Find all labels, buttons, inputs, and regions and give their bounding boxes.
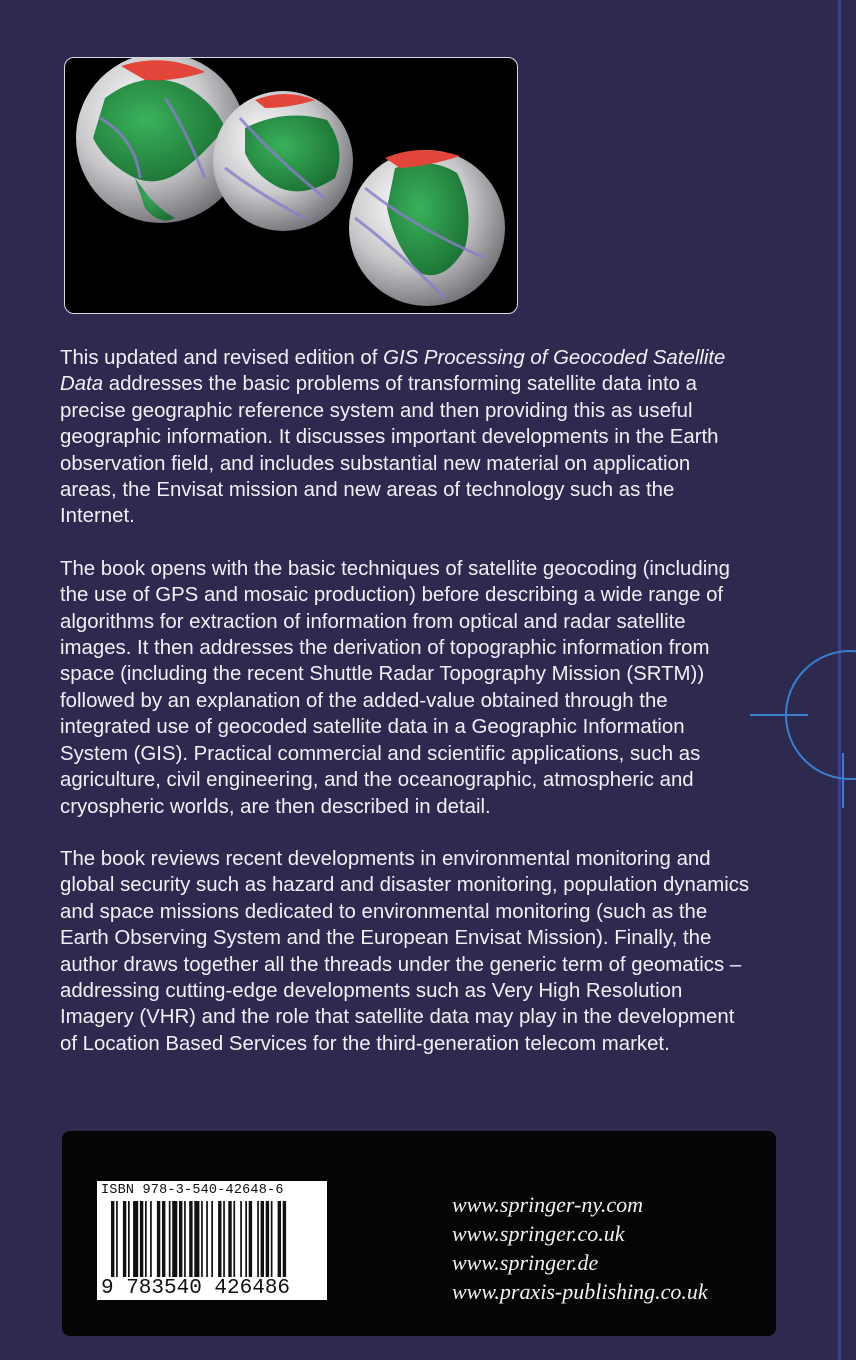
barcode-bar [211, 1201, 213, 1281]
three-globes-illustration [65, 58, 517, 313]
url-praxis[interactable]: www.praxis-publishing.co.uk [452, 1279, 708, 1304]
url-springer-ny[interactable]: www.springer-ny.com [452, 1192, 644, 1217]
barcode-bar [179, 1201, 182, 1281]
barcode-bar [145, 1201, 147, 1281]
barcode-bar [111, 1201, 114, 1281]
cover-globe-image [64, 57, 518, 314]
ean-digits: 9 783540 426486 [101, 1277, 291, 1300]
barcode-bar [278, 1201, 281, 1281]
url-springer-uk[interactable]: www.springer.co.uk [452, 1221, 625, 1246]
barcode-bar [283, 1201, 286, 1281]
barcode-bar [133, 1201, 138, 1281]
barcode-bar [189, 1201, 192, 1281]
description-paragraph-3: The book reviews recent developments in environmental monitoring and global security such as hazard and disaster monitoring, population dynamics and space missions dedicated to environmental monitoring (such as the Earth Observing System and the European Envisat Mission). Finally, the author draws together all the threads under the generic term of geomatics – addressing cutting-edge developments such as Very High Resolution Imagery (VHR) and the role that satellite data may play in the development of Location Based Services for the third-generation telecom market. [60, 847, 750, 1055]
barcode-bar [172, 1201, 177, 1281]
barcode-bar [140, 1201, 143, 1281]
barcode-bar [223, 1201, 225, 1281]
barcode-bar [194, 1201, 199, 1281]
barcode-bar [233, 1201, 235, 1281]
barcode-bar [257, 1201, 259, 1281]
globe-right [349, 150, 505, 306]
isbn-barcode [97, 1181, 327, 1300]
barcode-bar [218, 1201, 221, 1281]
barcode-bar [128, 1201, 130, 1281]
description-paragraph-1: This updated and revised edition of GIS Processing of Geocoded Satellite Data addresses the basic problems of transforming satellite data into a precise geographic reference system and then providing this as useful geographic information. It discusses important developments in the Earth observation field, and includes substantial new material on application areas, the Envisat mission and new areas of technology such as the Internet. [60, 347, 726, 528]
barcode-bar [261, 1201, 264, 1281]
barcode-bar [123, 1201, 126, 1281]
barcode-bar [266, 1201, 269, 1281]
barcode-bar [240, 1201, 242, 1281]
publisher-urls [452, 1190, 708, 1306]
barcode-bar [228, 1201, 231, 1281]
book-title: GIS Processing of Geocoded Satellite Data [60, 347, 726, 396]
barcode-bar [162, 1201, 165, 1281]
description-paragraph-2: The book opens with the basic techniques of satellite geocoding (including the use of GPS and mosaic production) before describing a wide range of algorithms for extraction of information from optical and radar satellite images. It then addresses the derivation of topographic information from space (including the recent Shuttle Radar Topography Mission (SRTM)) followed by an explanation of the added-value obtained through the integrated use of geocoded satellite data in a Geographic Information System (GIS). Practical commercial and scientific applications, such as agriculture, civil engineering, and the oceanographic, atmospheric and cryospheric worlds, are then described in detail. [60, 557, 730, 818]
barcode-bar [169, 1201, 171, 1281]
barcode-bar [201, 1201, 203, 1281]
description-text [60, 345, 750, 1083]
barcode-bar [116, 1201, 118, 1281]
barcode-bar [271, 1201, 273, 1281]
barcode-bar [206, 1201, 208, 1281]
barcode-bar [249, 1201, 252, 1281]
barcode-bar [150, 1201, 152, 1281]
barcode-bar [245, 1201, 247, 1281]
barcode-bar [184, 1201, 186, 1281]
url-springer-de[interactable]: www.springer.de [452, 1250, 599, 1275]
crosshair-decoration [748, 648, 856, 808]
globe-middle [213, 91, 353, 231]
isbn-label: ISBN 978-3-540-42648-6 [101, 1183, 284, 1198]
barcode-bar [157, 1201, 160, 1281]
